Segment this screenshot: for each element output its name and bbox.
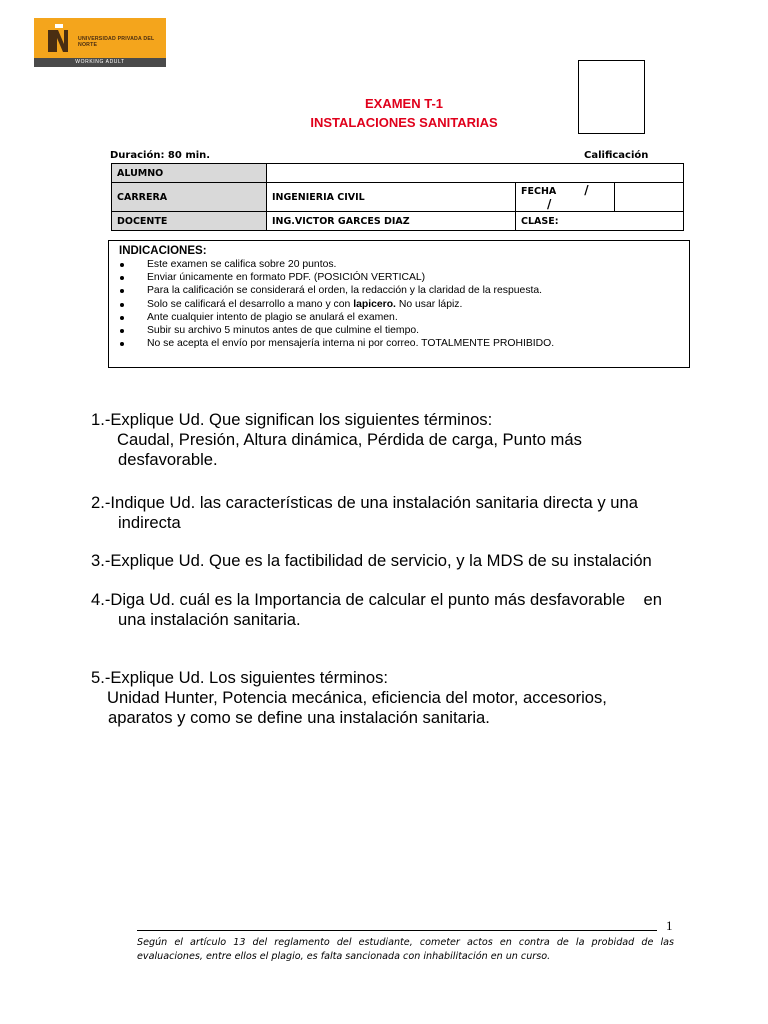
footer-note: Según el artículo 13 del reglamento del estudiante, cometer actos en contra de la probidad de las evaluaciones, entre ellos el plagio, es falta sancionada con inhabilitación en un curso. (137, 937, 674, 962)
question-text: una instalación sanitaria. (118, 610, 301, 629)
university-logo (34, 18, 166, 67)
duration-label: Duración: 80 min. (110, 150, 211, 161)
table-row (112, 212, 684, 231)
fecha-separator: / (584, 183, 589, 197)
list-item-text: Ante cualquier intento de plagio se anulará el examen. (147, 311, 398, 323)
list-item-text: Solo se calificará el desarrollo a mano y con (147, 298, 351, 310)
question-2 (91, 493, 638, 533)
logo-tagline: WORKING ADULT (34, 58, 166, 67)
fecha-field[interactable] (615, 183, 684, 212)
question-3 (91, 551, 652, 571)
question-text: desfavorable. (118, 450, 218, 469)
list-item-text: No se acepta el envío por mensajería interna ni por correo. TOTALMENTE PROHIBIDO. (147, 338, 555, 350)
bullet-icon (120, 316, 124, 320)
question-text: aparatos y como se define una instalación sanitaria. (108, 708, 490, 727)
list-item-text: Subir su archivo 5 minutos antes de que culmine el tiempo. (147, 325, 420, 337)
alumno-label: ALUMNO (112, 164, 267, 183)
bullet-icon (120, 329, 124, 333)
list-item (119, 284, 689, 297)
question-text: Caudal, Presión, Altura dinámica, Pérdida de carga, Punto más (117, 430, 582, 449)
list-item (119, 337, 689, 350)
grade-label: Calificación (584, 150, 649, 161)
question-text: 1.-Explique Ud. Que significan los siguientes términos: (91, 410, 493, 429)
exam-subtitle: INSTALACIONES SANITARIAS (310, 115, 498, 130)
table-row (112, 164, 684, 183)
fecha-separator: / (547, 197, 552, 211)
clase-label: CLASE: (516, 212, 684, 231)
bullet-icon (120, 263, 124, 267)
fecha-label (516, 183, 615, 212)
question-1 (91, 410, 582, 470)
bullet-icon (120, 342, 124, 346)
university-name: UNIVERSIDAD PRIVADA DEL NORTE (78, 36, 155, 48)
fecha-label-text: FECHA (521, 186, 557, 197)
footer-divider (137, 930, 657, 931)
table-row (112, 183, 684, 212)
question-text: indirecta (118, 513, 181, 532)
question-text: Unidad Hunter, Potencia mecánica, eficiencia del motor, accesorios, (107, 688, 607, 707)
student-info-table (111, 163, 684, 231)
list-item-text: No usar lápiz. (395, 298, 463, 310)
carrera-value: INGENIERIA CIVIL (267, 183, 516, 212)
alumno-field[interactable] (267, 164, 684, 183)
instructions-list (119, 258, 689, 350)
bullet-icon (120, 289, 124, 293)
list-item-bold: lapicero. (353, 298, 396, 310)
docente-value: ING.VICTOR GARCES DIAZ (267, 212, 516, 231)
question-text: 2.-Indique Ud. las características de una instalación sanitaria directa y una (91, 493, 638, 512)
list-item (119, 324, 689, 337)
question-4 (91, 590, 662, 630)
list-item (119, 258, 689, 271)
page-number: 1 (666, 918, 673, 933)
instructions-box (108, 240, 690, 368)
carrera-label: CARRERA (112, 183, 267, 212)
list-item (119, 298, 689, 311)
list-item (119, 311, 689, 324)
question-text: 3.-Explique Ud. Que es la factibilidad de servicio, y la MDS de su instalación (91, 551, 652, 570)
instructions-heading: INDICACIONES: (119, 245, 207, 257)
question-text: 4.-Diga Ud. cuál es la Importancia de calcular el punto más desfavorable en (91, 590, 662, 609)
bullet-icon (120, 303, 124, 307)
list-item-text: Enviar únicamente en formato PDF. (POSICIÓN VERTICAL) (147, 272, 426, 284)
exam-title: EXAMEN T-1 (364, 96, 443, 111)
upn-logo-icon (44, 24, 72, 56)
question-text: 5.-Explique Ud. Los siguientes términos: (91, 668, 388, 687)
list-item-text: Para la calificación se considerará el orden, la redacción y la claridad de la respuesta. (147, 285, 543, 297)
bullet-icon (120, 276, 124, 280)
question-5 (91, 668, 607, 728)
list-item-text: Este examen se califica sobre 20 puntos. (147, 259, 337, 270)
list-item (119, 271, 689, 284)
docente-label: DOCENTE (112, 212, 267, 231)
